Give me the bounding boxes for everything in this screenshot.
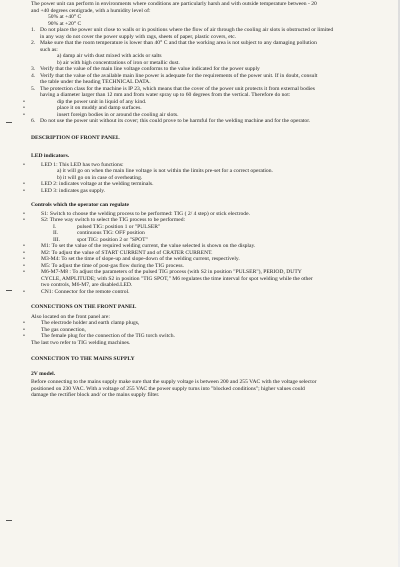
subsection-heading: LED indicators. — [31, 153, 70, 159]
dont-item: • dip the power unit in liquid of any kind. — [23, 98, 147, 105]
list-item: 6. Do not use the power unit without its cover; this could prove to be harmful for the welding machine and for the operator. — [31, 118, 311, 124]
led-sub-item: b) it will go on in case of overheating. — [57, 174, 143, 181]
connections-note: The last two refer to TIG welding machines. — [31, 339, 131, 346]
bullet-icon: • — [23, 98, 25, 105]
bullet-icon: • — [23, 210, 25, 217]
connection-item: • The electrode holder and earth clamp plugs, — [23, 320, 140, 326]
humidity-line: 50% at +40° C — [48, 14, 82, 20]
control-item-continued: two controls, M6-M7, are disabled.LED. — [41, 282, 133, 288]
section-heading: CONNECTION TO THE MAINS SUPPLY — [31, 356, 135, 362]
bullet-icon: • — [23, 249, 25, 256]
mode-item: I. pulsed TIG: position 1 or "PULSER" — [53, 223, 161, 230]
mains-text-line: positioned on 230 VAC. With a voltage of 255 VAC the power supply turns into "blocked conditions"; higher values could — [31, 385, 305, 392]
control-item: • S2: Three way switch to select the TIG process to be performed: — [23, 217, 186, 223]
mode-item: II. continuous TIG: OFF position — [53, 230, 145, 236]
bullet-icon: • — [23, 187, 25, 194]
intro-line: The power unit can perform in environments where conditions are particularly harsh and with outside temperature between - 20 — [31, 1, 317, 7]
bullet-icon: • — [23, 243, 25, 249]
subsection-heading: 2V model. — [31, 370, 56, 377]
dont-item: • insert foreign bodies in or around the cooling air slots. — [23, 111, 179, 118]
led-item: • LED 1: This LED has two functions: — [23, 161, 124, 168]
scan-margin-mark — [6, 122, 12, 123]
control-item: • M3-M4: To set the time of slope-up and slope-down of the welding current, respectively. — [23, 256, 240, 262]
led-item: • LED 3: indicates gas supply. — [23, 187, 106, 194]
connection-item: • The gas connection, — [23, 326, 86, 333]
section-heading: DESCRIPTION OF FRONT PANEL — [31, 134, 120, 141]
mode-item: III. spot TIG: position 2 or "SPOT" — [53, 236, 148, 243]
dont-item: • place it on muddy and damp surfaces. — [23, 105, 142, 111]
subsection-heading: Controls which the operator can regulate — [31, 202, 130, 208]
control-item: • M1: To set the value of the required welding current, the value selected is shown on the display. — [23, 243, 256, 249]
scan-margin-mark — [6, 520, 12, 521]
intro-line: and +40 degrees centigrade, with a humidity level of: — [31, 7, 151, 14]
list-item: 3. Verify that the value of the main line voltage conforms to the value indicated for the power supply — [31, 66, 260, 72]
humidity-line: 90% at +20° C — [48, 20, 82, 27]
led-item: • LED 2: indicates voltage at the welding terminals. — [23, 181, 154, 187]
bullet-icon: • — [23, 326, 25, 333]
mains-text-line: Before connecting to the mains supply make sure that the supply voltage is between 200 and 255 VAC with the voltage selector — [31, 379, 317, 385]
list-item: 1. Do not place the power unit close to walls or in positions where the flow of air through the cooling air slots is obstructed or limited in any way do not cover the power supply with rags, sheets of paper, plastic covers, etc. — [31, 27, 334, 40]
bullet-icon: • — [23, 320, 25, 326]
bullet-icon: • — [23, 161, 25, 168]
bullet-icon: • — [23, 256, 25, 262]
pollution-item: b) air with high concentrations of iron or metallic dust. — [57, 59, 180, 66]
bullet-icon: • — [23, 262, 25, 269]
list-item: 4. Verify that the value of the available main line power is adequate for the requirements of the power unit. If in doubt, consult the table under the heading TECHNICAL DATA. — [31, 72, 318, 85]
control-item: • M5: To adjust the time of post-gas flow during the TIG process. — [23, 262, 184, 269]
bullet-icon: • — [23, 217, 25, 223]
pollution-item: a) damp air with dust mixed with acids or salts — [57, 53, 162, 59]
control-item: • CN1: Connector for the remote control. — [23, 288, 130, 295]
list-item: 5. The protection class for the machine is IP 23, which means that the cover of the power unit protects it from external bodies having a diameter larger than 12 mm and from water spray up to 60 degrees from the vertical. Therefore do not: — [31, 85, 315, 98]
led-sub-item: a) it will go on when the main line voltage is not within the limits pre-set for a correct operation. — [57, 168, 273, 174]
control-item: • M2: To adjust the value of START CURRENT and of CRATER CURRENT. — [23, 249, 213, 256]
bullet-icon: • — [23, 288, 25, 295]
list-item: 2. Make sure that the room temperature is lower than 40° C and that the working area is not subject to any damaging pollution such as: — [31, 40, 317, 53]
bullet-icon: • — [23, 269, 25, 275]
control-item: • S1: Switch to choose the welding process to be performed: TIG ( 2/ 4 step) or stick electrode. — [23, 210, 250, 217]
bullet-icon: • — [23, 333, 25, 339]
section-heading: CONNECTIONS ON THE FRONT PANEL — [31, 304, 137, 310]
mains-text-line: damage the rectifier block and/ or the mains supply filter. — [31, 392, 160, 398]
connections-intro: Also located on the front panel are: — [31, 313, 110, 320]
bullet-icon: • — [23, 105, 25, 111]
control-item: • M6-M7-M8 : To adjust the parameters of the pulsed TIG process (with S2 in position "PULSER"), PERIOD, DUTY — [23, 269, 302, 275]
control-item-continued: CYCLE, AMPLITUDE; with S2 in position "TIG SPOT," M6 regulates the time interval for spot welding while the other — [41, 275, 313, 282]
connection-item: • The female plug for the connection of the TIG torch switch. — [23, 333, 175, 339]
scan-margin-mark — [6, 290, 12, 291]
bullet-icon: • — [23, 111, 25, 118]
bullet-icon: • — [23, 181, 25, 187]
